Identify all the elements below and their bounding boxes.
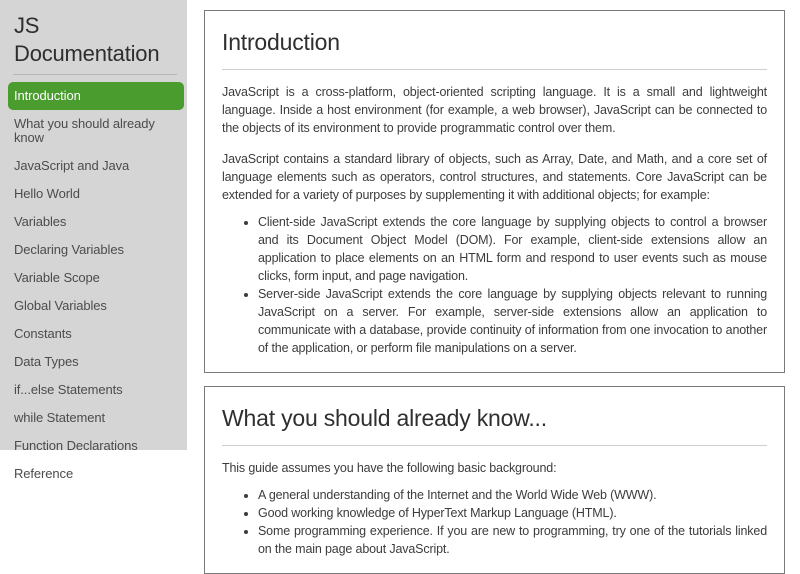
sidebar-nav — [0, 82, 187, 488]
bullet-item: • Good working knowledge of HyperText Markup Language (HTML). — [258, 504, 767, 522]
sidebar-item-what-you-should-already-know[interactable]: What you should already know — [14, 116, 155, 145]
bullet-item: • Some programming experience. If you are new to programming, try one of the tutorials linked on the main page about JavaScript. — [258, 522, 767, 558]
sidebar-item-variable-scope[interactable]: Variable Scope — [14, 270, 100, 285]
sidebar-item-if-else-statements[interactable]: if...else Statements — [14, 382, 123, 397]
bullet-list — [222, 213, 767, 357]
sidebar — [0, 0, 187, 481]
section-paragraph: JavaScript is a cross-platform, object-oriented scripting language. It is a small and lightweight language. Inside a host environment (for example, a web browser), JavaScript can be connected to the objects of its environment to provide programmatic control over them. — [222, 85, 767, 135]
sidebar-item-variables[interactable]: Variables — [14, 214, 67, 229]
bullet-item: • Client-side JavaScript extends the core language by supplying objects to control a browser and its Document Object Model (DOM). For example, client-side extensions allow an application to place elements on an HTML form and respond to user events such as mouse clicks, form input, and page navigation. — [258, 213, 767, 285]
sidebar-item-reference[interactable]: Reference — [14, 466, 74, 481]
sidebar-item-data-types[interactable]: Data Types — [14, 354, 79, 369]
sidebar-item-declaring-variables[interactable]: Declaring Variables — [14, 242, 124, 257]
section-heading: What you should already know... — [222, 405, 767, 446]
bullet-item: • A general understanding of the Internet and the World Wide Web (WWW). — [258, 486, 767, 504]
section-what-you-should-already-know — [204, 386, 785, 574]
sidebar-divider — [13, 74, 177, 75]
sidebar-item-while-statement[interactable]: while Statement — [14, 410, 105, 425]
sidebar-title: JS Documentation — [14, 13, 160, 66]
bullet-list — [222, 486, 767, 558]
bullet-item: • Server-side JavaScript extends the core language by supplying objects relevant to running JavaScript on a server. For example, server-side extensions allow an application to communicate with a database, provide continuity of information from one invocation to another of the application, or perform file manipulations on a server. — [258, 285, 767, 357]
section-heading: Introduction — [222, 29, 767, 70]
section-introduction — [204, 10, 785, 373]
sidebar-item-hello-world[interactable]: Hello World — [14, 186, 80, 201]
section-paragraph: This guide assumes you have the following basic background: — [222, 461, 557, 475]
sidebar-item-function-declarations[interactable]: Function Declarations — [14, 438, 138, 453]
sidebar-item-javascript-and-java[interactable]: JavaScript and Java — [14, 158, 130, 173]
section-paragraph: JavaScript contains a standard library of objects, such as Array, Date, and Math, and a core set of language elements such as operators, control structures, and statements. Core JavaScript can be extended for a variety of purposes by supplementing it with additional objects; for example: — [222, 152, 767, 202]
main-content — [187, 0, 800, 556]
sidebar-item-global-variables[interactable]: Global Variables — [14, 298, 107, 313]
sidebar-item-constants[interactable]: Constants — [14, 326, 72, 341]
sidebar-item-introduction[interactable]: Introduction — [8, 82, 184, 110]
